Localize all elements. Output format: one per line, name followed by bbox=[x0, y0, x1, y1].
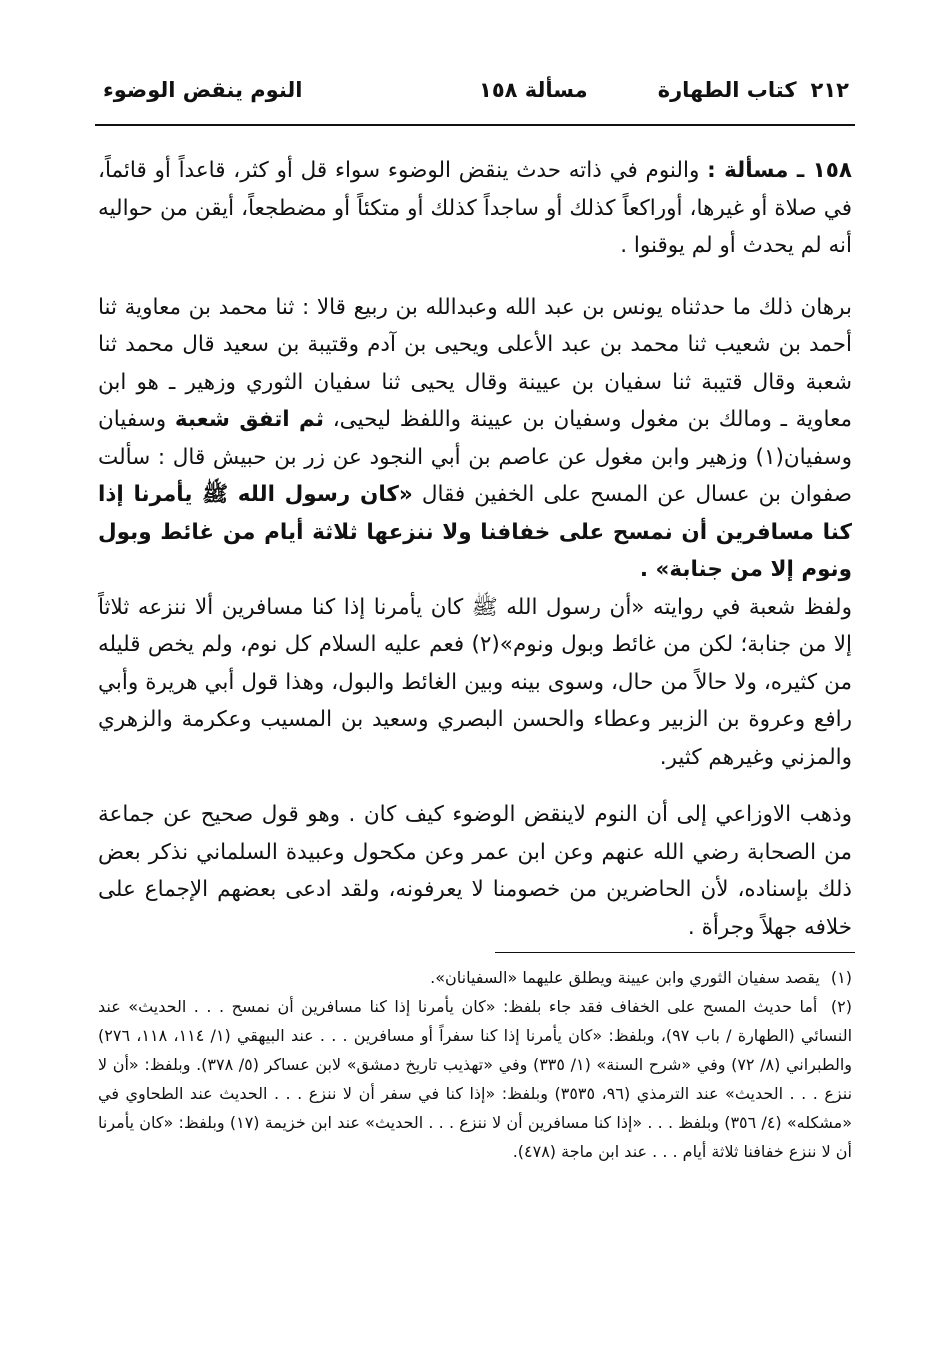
evidence-bold-a: ثم اتفق شعبة bbox=[174, 407, 324, 432]
header-book-group bbox=[658, 78, 849, 102]
footnote-1-number: (١) bbox=[830, 968, 852, 987]
topic-title: النوم ينقض الوضوء bbox=[103, 78, 303, 102]
shuba-narration-text: ولفظ شعبة في روايته «أن رسول الله ﷺ كان يأمرنا إذا كنا مسافرين ألا ننزعه ثلاثاً إلا من جنابة؛ لكن من غائط وبول ونوم»(٢) فعم عليه السلام كل نوم، ولم يخص قليله من كثيره، ولا حالاً من حال، وسوى بينه وبين الغائط والبول، وهذا قول أبي هريرة وأبي رافع وعروة بن الزبير وعطاء والحسن البصري وسعيد بن المسيب وعكرمة والزهري والمزني وغيرهم كثير. bbox=[98, 594, 852, 770]
footnote-2 bbox=[98, 992, 852, 1166]
hadith-quote: «كان رسول الله ﷺ يأمرنا إذا كنا مسافرين أن نمسح على خفافنا ولا ننزعها ثلاثة أيام من غائط وبول ونوم إلا من جنابة» . bbox=[98, 482, 852, 582]
evidence-text-a: برهان ذلك ما حدثناه يونس بن عبد الله وعبدالله بن ربيع قالا : ثنا محمد بن معاوية ثنا أحمد بن شعيب ثنا محمد بن عبد الأعلى ويحيى بن آدم وقتيبة بن سعيد قال محمد ثنا شعبة وقال قتيبة ثنا سفيان بن عيينة وقال يحيى ثنا سفيان الثوري وزهير ـ هو ابن معاوية ـ ومالك بن مغول وسفيان بن عيينة واللفظ ليحيى، bbox=[98, 294, 852, 432]
book-title: كتاب الطهارة bbox=[657, 78, 797, 102]
book-page bbox=[95, 78, 855, 1358]
paragraph-issue-158 bbox=[95, 152, 855, 265]
footnote-2-text: أما حديث المسح على الخفاف فقد جاء بلفظ: «كان يأمرنا إذا كنا مسافرين أن نمسح . . . الحديث» عند النسائي (الطهارة / باب ٩٧)، وبلفظ: «كان يأمرنا إذا كنا سفراً أو مسافرين . . . عند البيهقي (١/ ١١٤، ١١٨، ٢٧٦) والطبراني (٨/ ٧٢) وفي «شرح السنة» (١/ ٣٣٥) وفي «تهذيب تاريخ دمشق» لابن عساكر (٥/ ٣٧٨). وبلفظ: «أن لا ننزع . . . الحديث» عند الترمذي (٩٦، ٣٥٣٥) وبلفظ: «إذا كنا في سفر أن لا ننزع . . . الحديث عند الطحاوي في «مشكله» (٤/ ٣٥٦) وبلفظ . . . «إذا كنا مسافرين أن لا ننزع . . . الحديث» عند ابن خزيمة (١٧) وبلفظ: «كان يأمرنا أن لا ننزع خفافنا ثلاثة أيام . . . عند ابن ماجة (٤٧٨). bbox=[98, 997, 853, 1161]
issue-text: والنوم في ذاته حدث ينقض الوضوء سواء قل أو كثر، قاعداً أو قائماً، في صلاة أو غيرها، أوراكعاً كذلك أو ساجداً كذلك أو متكئاً أو مضطجعاً، أيقن من حواليه أنه لم يحدث أو لم يوقنوا . bbox=[98, 158, 852, 258]
paragraph-evidence bbox=[95, 289, 855, 589]
footnote-1 bbox=[98, 963, 852, 992]
footnote-2-number: (٢) bbox=[830, 997, 852, 1016]
issue-number-label: ١٥٨ ـ مسألة : bbox=[707, 158, 853, 183]
footnote-1-text: يقصد سفيان الثوري وابن عيينة ويطلق عليهما «السفيانان». bbox=[430, 968, 820, 987]
page-number: ٢١٢ bbox=[810, 78, 849, 102]
footnote-separator bbox=[495, 952, 855, 953]
footnotes bbox=[95, 963, 855, 1166]
running-header bbox=[95, 78, 855, 126]
evidence-text-b: وسفيان وسفيان(١) وزهير وابن مغول عن عاصم بن أبي النجود عن زر بن حبيش قال : سألت صفوان بن عسال عن المسح على الخفين فقال bbox=[98, 407, 853, 507]
paragraph-shuba-narration bbox=[95, 589, 855, 777]
paragraph-awzai-view bbox=[95, 796, 855, 946]
awzai-view-text: وذهب الاوزاعي إلى أن النوم لاينقض الوضوء كيف كان . وهو قول صحيح عن جماعة من الصحابة رضي الله عنهم وعن ابن عمر وعن مكحول وعبيدة السلماني نذكر بعض ذلك بإسناده، لأن الحاضرين من خصومنا لا يعرفونه، ولقد ادعى بعضهم الإجماع على خلافه جهلاً وجرأة . bbox=[98, 802, 852, 940]
header-right bbox=[479, 78, 849, 102]
issue-label: مسألة ١٥٨ bbox=[479, 78, 588, 102]
